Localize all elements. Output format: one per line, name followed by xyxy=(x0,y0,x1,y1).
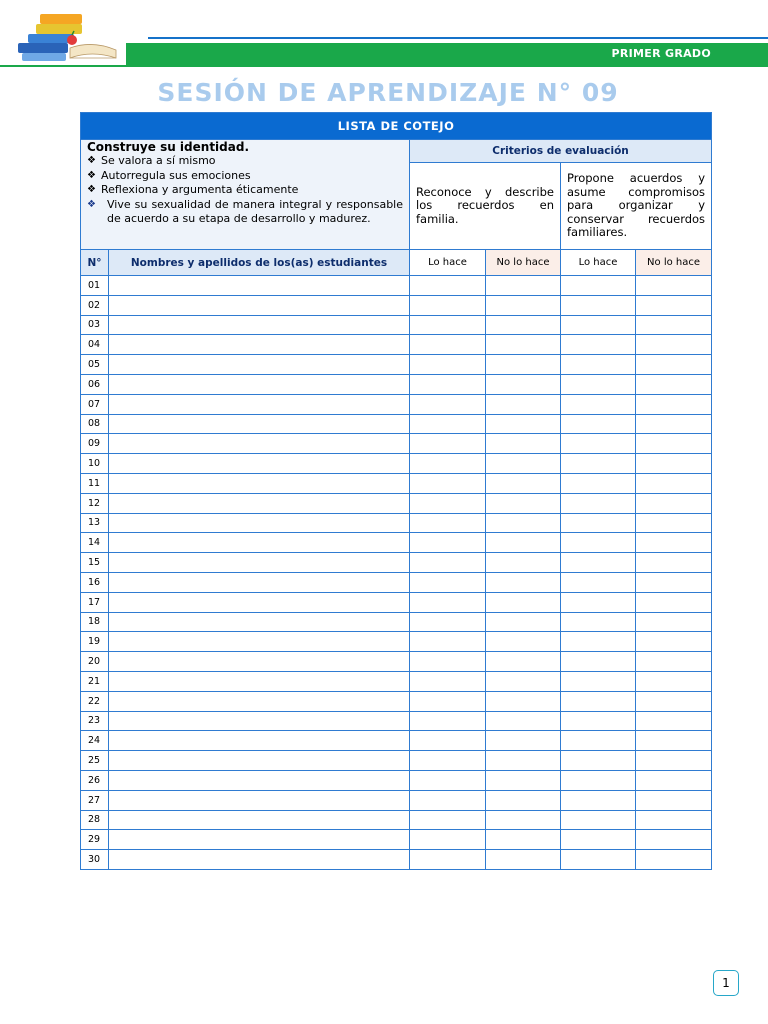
no-lo-hace-cell-1[interactable] xyxy=(486,493,561,513)
lo-hace-cell-1[interactable] xyxy=(410,355,486,375)
no-lo-hace-cell-2[interactable] xyxy=(636,810,712,830)
table-row xyxy=(81,434,712,454)
row-number: 26 xyxy=(81,770,109,790)
table-row xyxy=(81,374,712,394)
diamond-bullet-icon: ❖ xyxy=(87,184,96,195)
page-number: 1 xyxy=(713,970,739,996)
row-number: 14 xyxy=(81,533,109,553)
competency-item: ❖ Autorregula sus emociones xyxy=(87,168,251,182)
lo-hace-cell-1[interactable] xyxy=(410,830,486,850)
no-lo-hace-cell-2[interactable] xyxy=(636,731,712,751)
no-lo-hace-cell-2[interactable] xyxy=(636,592,712,612)
table-row xyxy=(81,473,712,493)
table-row xyxy=(81,790,712,810)
row-number: 15 xyxy=(81,553,109,573)
no-lo-hace-cell-2[interactable] xyxy=(636,414,712,434)
no-lo-hace-cell-1[interactable] xyxy=(486,454,561,474)
lo-hace-cell-1[interactable] xyxy=(410,493,486,513)
row-number: 24 xyxy=(81,731,109,751)
student-name-cell[interactable] xyxy=(109,414,410,434)
student-name-cell[interactable] xyxy=(109,612,410,632)
lo-hace-cell-1[interactable] xyxy=(410,770,486,790)
no-lo-hace-cell-1[interactable] xyxy=(486,335,561,355)
row-number: 05 xyxy=(81,355,109,375)
lo-hace-cell-1[interactable] xyxy=(410,612,486,632)
no-lo-hace-cell-1[interactable] xyxy=(486,592,561,612)
column-header-no-lo-hace: No lo hace xyxy=(486,250,561,276)
lo-hace-cell-2[interactable] xyxy=(561,671,636,691)
diamond-bullet-icon: ❖ xyxy=(87,169,96,181)
table-row xyxy=(81,572,712,592)
lo-hace-cell-1[interactable] xyxy=(410,414,486,434)
no-lo-hace-cell-2[interactable] xyxy=(636,374,712,394)
criterion-1: Reconoce y describe los recuerdos en familia. xyxy=(410,163,561,250)
row-number: 17 xyxy=(81,592,109,612)
row-number: 20 xyxy=(81,652,109,672)
no-lo-hace-cell-2[interactable] xyxy=(636,632,712,652)
table-row xyxy=(81,671,712,691)
table-caption: LISTA DE COTEJO xyxy=(81,113,712,140)
row-number: 03 xyxy=(81,315,109,335)
row-number: 06 xyxy=(81,374,109,394)
table-row xyxy=(81,533,712,553)
student-name-cell[interactable] xyxy=(109,790,410,810)
no-lo-hace-cell-2[interactable] xyxy=(636,790,712,810)
table-row xyxy=(81,632,712,652)
table-row xyxy=(81,850,712,870)
student-name-cell[interactable] xyxy=(109,355,410,375)
row-number: 29 xyxy=(81,830,109,850)
student-name-cell[interactable] xyxy=(109,335,410,355)
student-name-cell[interactable] xyxy=(109,830,410,850)
row-number: 04 xyxy=(81,335,109,355)
lo-hace-cell-1[interactable] xyxy=(410,671,486,691)
table-row xyxy=(81,414,712,434)
no-lo-hace-cell-2[interactable] xyxy=(636,612,712,632)
no-lo-hace-cell-2[interactable] xyxy=(636,691,712,711)
table-row xyxy=(81,770,712,790)
row-number: 12 xyxy=(81,493,109,513)
no-lo-hace-cell-1[interactable] xyxy=(486,276,561,296)
lo-hace-cell-2[interactable] xyxy=(561,434,636,454)
lo-hace-cell-1[interactable] xyxy=(410,533,486,553)
lo-hace-cell-1[interactable] xyxy=(410,454,486,474)
no-lo-hace-cell-2[interactable] xyxy=(636,572,712,592)
no-lo-hace-cell-1[interactable] xyxy=(486,394,561,414)
header-top-line xyxy=(148,37,768,39)
no-lo-hace-cell-2[interactable] xyxy=(636,513,712,533)
student-name-cell[interactable] xyxy=(109,434,410,454)
no-lo-hace-cell-2[interactable] xyxy=(636,295,712,315)
lo-hace-cell-2[interactable] xyxy=(561,454,636,474)
no-lo-hace-cell-1[interactable] xyxy=(486,355,561,375)
row-number: 13 xyxy=(81,513,109,533)
lo-hace-cell-1[interactable] xyxy=(410,731,486,751)
row-number: 22 xyxy=(81,691,109,711)
table-row xyxy=(81,612,712,632)
table-row xyxy=(81,513,712,533)
student-name-cell[interactable] xyxy=(109,711,410,731)
student-name-cell[interactable] xyxy=(109,691,410,711)
no-lo-hace-cell-1[interactable] xyxy=(486,612,561,632)
row-number: 21 xyxy=(81,671,109,691)
no-lo-hace-cell-2[interactable] xyxy=(636,394,712,414)
student-name-cell[interactable] xyxy=(109,572,410,592)
student-name-cell[interactable] xyxy=(109,513,410,533)
books-icon xyxy=(12,10,122,66)
row-number: 02 xyxy=(81,295,109,315)
no-lo-hace-cell-2[interactable] xyxy=(636,473,712,493)
competency-item: ❖ Vive su sexualidad de manera integral y responsable de acuerdo a su etapa de desarrollo y madurez. xyxy=(87,197,403,225)
lo-hace-cell-2[interactable] xyxy=(561,394,636,414)
no-lo-hace-cell-1[interactable] xyxy=(486,473,561,493)
lo-hace-cell-2[interactable] xyxy=(561,553,636,573)
lo-hace-cell-1[interactable] xyxy=(410,434,486,454)
lo-hace-cell-1[interactable] xyxy=(410,691,486,711)
no-lo-hace-cell-2[interactable] xyxy=(636,355,712,375)
no-lo-hace-cell-1[interactable] xyxy=(486,830,561,850)
row-number: 25 xyxy=(81,751,109,771)
competency-item: ❖ Se valora a sí mismo xyxy=(87,154,216,167)
row-number: 10 xyxy=(81,454,109,474)
no-lo-hace-cell-2[interactable] xyxy=(636,493,712,513)
lo-hace-cell-2[interactable] xyxy=(561,850,636,870)
lo-hace-cell-2[interactable] xyxy=(561,374,636,394)
lo-hace-cell-1[interactable] xyxy=(410,335,486,355)
student-rows xyxy=(81,276,712,870)
student-name-cell[interactable] xyxy=(109,850,410,870)
no-lo-hace-cell-1[interactable] xyxy=(486,553,561,573)
no-lo-hace-cell-2[interactable] xyxy=(636,335,712,355)
student-name-cell[interactable] xyxy=(109,374,410,394)
row-number: 18 xyxy=(81,612,109,632)
lo-hace-cell-1[interactable] xyxy=(410,276,486,296)
student-name-cell[interactable] xyxy=(109,810,410,830)
lo-hace-cell-1[interactable] xyxy=(410,572,486,592)
student-name-cell[interactable] xyxy=(109,473,410,493)
lo-hace-cell-2[interactable] xyxy=(561,612,636,632)
no-lo-hace-cell-1[interactable] xyxy=(486,691,561,711)
student-name-cell[interactable] xyxy=(109,652,410,672)
no-lo-hace-cell-1[interactable] xyxy=(486,731,561,751)
table-row xyxy=(81,691,712,711)
student-name-cell[interactable] xyxy=(109,295,410,315)
lo-hace-cell-1[interactable] xyxy=(410,751,486,771)
lo-hace-cell-1[interactable] xyxy=(410,711,486,731)
student-name-cell[interactable] xyxy=(109,553,410,573)
no-lo-hace-cell-1[interactable] xyxy=(486,790,561,810)
lo-hace-cell-1[interactable] xyxy=(410,790,486,810)
no-lo-hace-cell-2[interactable] xyxy=(636,850,712,870)
student-name-cell[interactable] xyxy=(109,671,410,691)
page-title: SESIÓN DE APRENDIZAJE N° 09 xyxy=(157,78,619,107)
row-number: 19 xyxy=(81,632,109,652)
no-lo-hace-cell-1[interactable] xyxy=(486,513,561,533)
table-row xyxy=(81,810,712,830)
row-number: 11 xyxy=(81,473,109,493)
no-lo-hace-cell-2[interactable] xyxy=(636,711,712,731)
no-lo-hace-cell-2[interactable] xyxy=(636,533,712,553)
no-lo-hace-cell-1[interactable] xyxy=(486,414,561,434)
lo-hace-cell-2[interactable] xyxy=(561,335,636,355)
no-lo-hace-cell-2[interactable] xyxy=(636,652,712,672)
lo-hace-cell-1[interactable] xyxy=(410,592,486,612)
no-lo-hace-cell-1[interactable] xyxy=(486,572,561,592)
table-row xyxy=(81,493,712,513)
grade-label: PRIMER GRADO xyxy=(611,47,711,60)
row-number: 09 xyxy=(81,434,109,454)
no-lo-hace-cell-1[interactable] xyxy=(486,295,561,315)
no-lo-hace-cell-1[interactable] xyxy=(486,533,561,553)
table-row xyxy=(81,592,712,612)
student-name-cell[interactable] xyxy=(109,394,410,414)
lo-hace-cell-1[interactable] xyxy=(410,473,486,493)
checklist-table xyxy=(80,112,712,870)
student-name-cell[interactable] xyxy=(109,276,410,296)
no-lo-hace-cell-2[interactable] xyxy=(636,315,712,335)
lo-hace-cell-1[interactable] xyxy=(410,553,486,573)
table-row xyxy=(81,276,712,296)
lo-hace-cell-1[interactable] xyxy=(410,374,486,394)
lo-hace-cell-2[interactable] xyxy=(561,295,636,315)
lo-hace-cell-2[interactable] xyxy=(561,810,636,830)
table-row xyxy=(81,652,712,672)
no-lo-hace-cell-2[interactable] xyxy=(636,276,712,296)
table-row xyxy=(81,394,712,414)
no-lo-hace-cell-1[interactable] xyxy=(486,632,561,652)
student-name-cell[interactable] xyxy=(109,632,410,652)
lo-hace-cell-2[interactable] xyxy=(561,592,636,612)
lo-hace-cell-2[interactable] xyxy=(561,473,636,493)
table-row xyxy=(81,751,712,771)
row-number: 27 xyxy=(81,790,109,810)
lo-hace-cell-2[interactable] xyxy=(561,572,636,592)
diamond-bullet-icon: ❖ xyxy=(87,198,96,210)
no-lo-hace-cell-2[interactable] xyxy=(636,671,712,691)
column-header-lo-hace: Lo hace xyxy=(561,250,636,276)
table-row xyxy=(81,355,712,375)
table-row xyxy=(81,731,712,751)
lo-hace-cell-1[interactable] xyxy=(410,513,486,533)
diamond-bullet-icon: ❖ xyxy=(87,155,96,166)
column-header-no-lo-hace: No lo hace xyxy=(636,250,712,276)
lo-hace-cell-2[interactable] xyxy=(561,533,636,553)
lo-hace-cell-2[interactable] xyxy=(561,632,636,652)
no-lo-hace-cell-1[interactable] xyxy=(486,652,561,672)
column-header-lo-hace: Lo hace xyxy=(410,250,486,276)
row-number: 08 xyxy=(81,414,109,434)
lo-hace-cell-1[interactable] xyxy=(410,295,486,315)
student-name-cell[interactable] xyxy=(109,533,410,553)
lo-hace-cell-2[interactable] xyxy=(561,355,636,375)
lo-hace-cell-2[interactable] xyxy=(561,731,636,751)
lo-hace-cell-2[interactable] xyxy=(561,276,636,296)
lo-hace-cell-1[interactable] xyxy=(410,850,486,870)
lo-hace-cell-2[interactable] xyxy=(561,691,636,711)
student-name-cell[interactable] xyxy=(109,592,410,612)
competency-cell xyxy=(81,140,410,250)
table-row xyxy=(81,315,712,335)
no-lo-hace-cell-2[interactable] xyxy=(636,434,712,454)
no-lo-hace-cell-1[interactable] xyxy=(486,671,561,691)
table-row xyxy=(81,711,712,731)
no-lo-hace-cell-1[interactable] xyxy=(486,374,561,394)
no-lo-hace-cell-1[interactable] xyxy=(486,810,561,830)
student-name-cell[interactable] xyxy=(109,315,410,335)
student-name-cell[interactable] xyxy=(109,454,410,474)
no-lo-hace-cell-2[interactable] xyxy=(636,454,712,474)
lo-hace-cell-2[interactable] xyxy=(561,830,636,850)
row-number: 23 xyxy=(81,711,109,731)
row-number: 07 xyxy=(81,394,109,414)
no-lo-hace-cell-1[interactable] xyxy=(486,850,561,870)
lo-hace-cell-2[interactable] xyxy=(561,493,636,513)
row-number: 30 xyxy=(81,850,109,870)
table-row xyxy=(81,335,712,355)
no-lo-hace-cell-2[interactable] xyxy=(636,770,712,790)
no-lo-hace-cell-2[interactable] xyxy=(636,751,712,771)
no-lo-hace-cell-2[interactable] xyxy=(636,553,712,573)
no-lo-hace-cell-1[interactable] xyxy=(486,315,561,335)
lo-hace-cell-2[interactable] xyxy=(561,414,636,434)
student-name-cell[interactable] xyxy=(109,751,410,771)
row-number: 16 xyxy=(81,572,109,592)
row-number: 01 xyxy=(81,276,109,296)
lo-hace-cell-1[interactable] xyxy=(410,394,486,414)
no-lo-hace-cell-2[interactable] xyxy=(636,830,712,850)
criterion-2: Propone acuerdos y asume compromisos para organizar y conservar recuerdos familiares. xyxy=(561,163,712,250)
lo-hace-cell-1[interactable] xyxy=(410,810,486,830)
no-lo-hace-cell-1[interactable] xyxy=(486,751,561,771)
lo-hace-cell-2[interactable] xyxy=(561,790,636,810)
lo-hace-cell-2[interactable] xyxy=(561,315,636,335)
lo-hace-cell-1[interactable] xyxy=(410,652,486,672)
table-row xyxy=(81,553,712,573)
lo-hace-cell-1[interactable] xyxy=(410,315,486,335)
competency-title: Construye su identidad. xyxy=(87,140,250,154)
row-number: 28 xyxy=(81,810,109,830)
column-header-number: N° xyxy=(81,250,109,276)
lo-hace-cell-1[interactable] xyxy=(410,632,486,652)
student-name-cell[interactable] xyxy=(109,493,410,513)
lo-hace-cell-2[interactable] xyxy=(561,652,636,672)
table-row xyxy=(81,295,712,315)
no-lo-hace-cell-1[interactable] xyxy=(486,711,561,731)
table-row xyxy=(81,454,712,474)
column-header-names: Nombres y apellidos de los(as) estudiantes xyxy=(109,250,410,276)
criteria-header: Criterios de evaluación xyxy=(410,140,712,163)
student-name-cell[interactable] xyxy=(109,731,410,751)
lo-hace-cell-2[interactable] xyxy=(561,770,636,790)
table-row xyxy=(81,830,712,850)
no-lo-hace-cell-1[interactable] xyxy=(486,434,561,454)
lo-hace-cell-2[interactable] xyxy=(561,751,636,771)
lo-hace-cell-2[interactable] xyxy=(561,513,636,533)
no-lo-hace-cell-1[interactable] xyxy=(486,770,561,790)
lo-hace-cell-2[interactable] xyxy=(561,711,636,731)
student-name-cell[interactable] xyxy=(109,770,410,790)
competency-item: ❖ Reflexiona y argumenta éticamente xyxy=(87,183,299,196)
